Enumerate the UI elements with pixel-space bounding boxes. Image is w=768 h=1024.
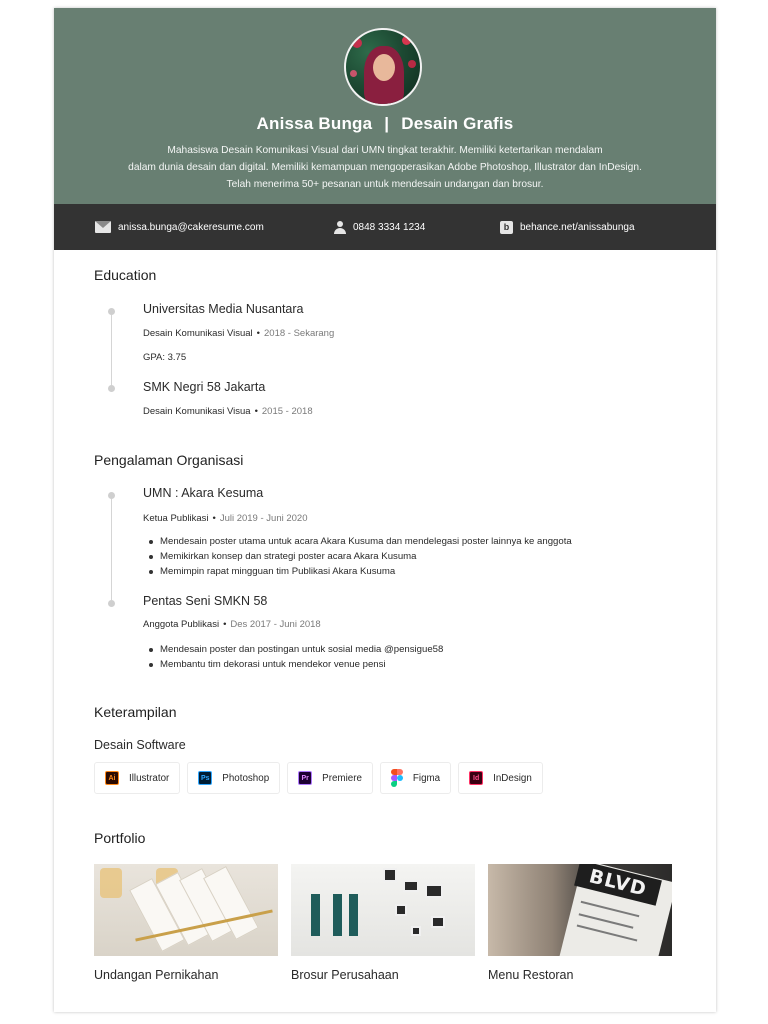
portfolio-item-brochure[interactable] — [291, 864, 475, 982]
figma-icon — [391, 769, 403, 787]
mail-icon — [95, 221, 111, 233]
organization-bullets — [160, 642, 443, 672]
list-item: Mendesain poster dan postingan untuk sosial media @pensigue58 — [160, 644, 444, 655]
indesign-icon: Id — [469, 771, 483, 785]
portfolio-label: Menu Restoran — [488, 968, 574, 982]
skill-label: Photoshop — [222, 772, 270, 784]
organization-dates: Juli 2019 - Juni 2020 — [219, 513, 308, 524]
portfolio-label: Undangan Pernikahan — [94, 968, 219, 982]
skill-label: Premiere — [322, 772, 362, 784]
organization-details: Anggota Publikasi • Des 2017 - Juni 2018 — [143, 619, 321, 630]
illustrator-icon: Ai — [105, 771, 119, 785]
skills-list — [94, 762, 543, 794]
behance-icon: b — [500, 221, 513, 234]
full-name: Anissa Bunga — [256, 114, 373, 133]
education-dates: 2018 - Sekarang — [264, 328, 335, 339]
skill-chip-indesign — [458, 762, 543, 794]
education-school: Universitas Media Nusantara — [143, 302, 304, 316]
skill-label: Illustrator — [129, 772, 170, 784]
premiere-icon: Pr — [298, 771, 312, 785]
organization-role: Ketua Publikasi — [143, 513, 209, 524]
list-item: Memikirkan konsep dan strategi poster acara Akara Kusuma — [160, 549, 572, 564]
summary-line: Telah menerima 50+ pesanan untuk mendesain undangan dan brosur. — [226, 179, 544, 190]
menu-image-text: BLVD — [574, 864, 662, 906]
education-details: Desain Komunikasi Visual • 2018 - Sekarang — [143, 328, 335, 339]
education-major: Desain Komunikasi Visual — [143, 328, 253, 339]
skill-chip-premiere — [287, 762, 373, 794]
timeline-dot — [108, 385, 115, 392]
portfolio-heading: Portfolio — [94, 830, 146, 846]
list-item: Membantu tim dekorasi untuk mendekor venue pensi — [160, 657, 443, 672]
organization-heading: Pengalaman Organisasi — [94, 452, 244, 468]
profile-summary — [74, 142, 696, 193]
skills-subheading: Desain Software — [94, 738, 186, 752]
organization-bullets — [160, 534, 572, 579]
skill-label: Figma — [412, 772, 441, 784]
name-title — [54, 114, 716, 134]
timeline-dot — [108, 492, 115, 499]
resume-header — [54, 8, 716, 204]
education-school: SMK Negri 58 Jakarta — [143, 380, 266, 394]
title-separator: | — [384, 114, 390, 133]
contact-email[interactable] — [95, 204, 264, 250]
photoshop-icon: Ps — [198, 771, 212, 785]
summary-line: dalam dunia desain dan digital. Memiliki kemampuan mengoperasikan Adobe Photoshop, Illustrator dan InDesign. — [128, 162, 642, 173]
portfolio-image — [291, 864, 475, 956]
organization-dates: Des 2017 - Juni 2018 — [230, 619, 321, 630]
education-dates: 2015 - 2018 — [261, 406, 313, 417]
user-icon — [334, 221, 346, 233]
avatar — [344, 28, 422, 106]
timeline-dot — [108, 600, 115, 607]
summary-line: Mahasiswa Desain Komunikasi Visual dari UMN tingkat terakhir. Memiliki ketertarikan mendalam — [167, 145, 603, 156]
education-heading: Education — [94, 267, 157, 283]
education-timeline — [111, 312, 112, 392]
list-item: Mendesain poster utama untuk acara Akara Kusuma dan mendelegasi poster lainnya ke anggota — [160, 536, 572, 547]
list-item: Memimpin rapat mingguan tim Publikasi Akara Kusuma — [160, 564, 572, 579]
portfolio-label: Brosur Perusahaan — [291, 968, 399, 982]
skill-chip-photoshop — [187, 762, 280, 794]
portfolio-item-menu[interactable] — [488, 864, 672, 982]
job-role: Desain Grafis — [401, 114, 514, 133]
skills-heading: Keterampilan — [94, 704, 177, 720]
timeline-dot — [108, 308, 115, 315]
website-text: behance.net/anissabunga — [520, 221, 635, 233]
portfolio-image — [488, 864, 672, 956]
organization-name: UMN : Akara Kesuma — [143, 486, 264, 500]
phone-text: 0848 3334 1234 — [353, 221, 426, 233]
organization-timeline — [111, 496, 112, 600]
organization-name: Pentas Seni SMKN 58 — [143, 594, 268, 608]
education-major: Desain Komunikasi Visua — [143, 406, 251, 417]
portfolio-image — [94, 864, 278, 956]
organization-details: Ketua Publikasi • Juli 2019 - Juni 2020 — [143, 513, 308, 524]
contact-phone[interactable] — [334, 204, 425, 250]
education-details: Desain Komunikasi Visua • 2015 - 2018 — [143, 406, 313, 417]
portfolio-item-wedding[interactable] — [94, 864, 278, 982]
resume-page — [54, 8, 716, 1012]
contact-bar — [54, 204, 716, 250]
contact-website[interactable] — [500, 204, 635, 250]
skill-label: InDesign — [493, 772, 532, 784]
education-gpa: GPA: 3.75 — [143, 352, 187, 363]
skill-chip-illustrator — [94, 762, 180, 794]
skill-chip-figma — [380, 762, 451, 794]
email-text: anissa.bunga@cakeresume.com — [118, 221, 264, 233]
portfolio-grid — [94, 864, 672, 982]
organization-role: Anggota Publikasi — [143, 619, 220, 630]
